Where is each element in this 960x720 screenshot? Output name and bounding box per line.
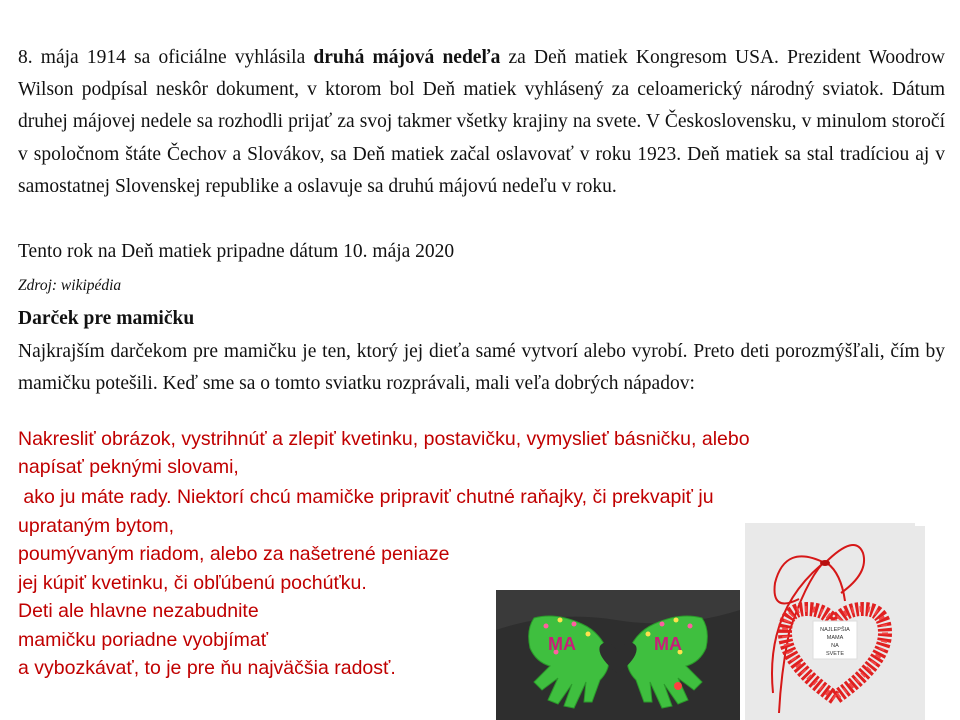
red-text-line: napísať peknými slovami, [18,456,239,478]
hands-letters-left: MA [548,634,576,654]
red-text-line: Deti ale hlavne nezabudnite [18,600,259,622]
red-text-line: Nakresliť obrázok, vystrihnúť a zlepiť kvetinku, postavičku, vymyslieť básničku, alebo [18,428,750,450]
gift-paragraph: Najkrajším darčekom pre mamičku je ten, ktorý jej dieťa samé vytvorí alebo vyrobí. Preto deti porozmýšľali, čím by mamičku potešili. Keď sme sa o tomto sviatku rozprávali, mali veľa dobrých nápadov: [18,341,945,395]
hands-letters-right: MA [654,634,682,654]
date-line: Tento rok na Deň matiek pripadne dátum 10. mája 2020 [18,241,455,262]
card-line-2: MAMA [826,635,844,641]
photo-paper-hands [496,590,740,720]
intro-text-start: 8. mája 1914 sa oficiálne vyhlásila [18,47,314,68]
section-heading: Darček pre mamičku [18,308,195,329]
heart-ornament-illustration [745,523,925,720]
photo-heart-ornament [745,523,925,720]
red-text-line: ako ju máte rady. Niektorí chcú mamičke pripraviť chutné raňajky, či prekvapiť ju [18,486,714,508]
red-text-line: poumývaným riadom, alebo za našetrené peniaze [18,543,450,565]
intro-text-rest: za Deň matiek Kongresom USA. Prezident Woodrow Wilson podpísal neskôr dokument, v ktorom bol Deň matiek vyhlásený za celoamerický národný sviatok. Dátum druhej májovej nedele sa rozhodli prijať za svoj takmer všetky krajiny na svete. V Československu, v minulom storočí v spoločnom štáte Čechov a Slovákov, sa Deň matiek začal oslavovať v roku 1923. Deň matiek sa stal tradíciou aj v samostatnej Slovenskej republike a oslavuje sa druhú májovú nedeľu v roku. [18,47,945,197]
red-text-line: uprataným bytom, [18,515,175,537]
image-corner-marker [915,518,925,526]
card-line-1: NAJLEPŠIA [820,627,850,633]
red-text-line: a vybozkávať, to je pre ňu najväčšia radosť. [18,657,396,679]
paper-hands-illustration [496,590,740,720]
red-text-line: jej kúpiť kvetinku, či obľúbenú pochúťku. [18,572,367,594]
card-line-3: NA [831,643,839,649]
source-note: Zdroj: wikipédia [18,277,122,294]
card-line-4: SVETE [825,651,845,657]
red-text-line: mamičku poriadne vyobjímať [18,629,269,651]
intro-bold-phrase: druhá májová nedeľa [313,47,501,68]
intro-paragraph [18,42,945,203]
